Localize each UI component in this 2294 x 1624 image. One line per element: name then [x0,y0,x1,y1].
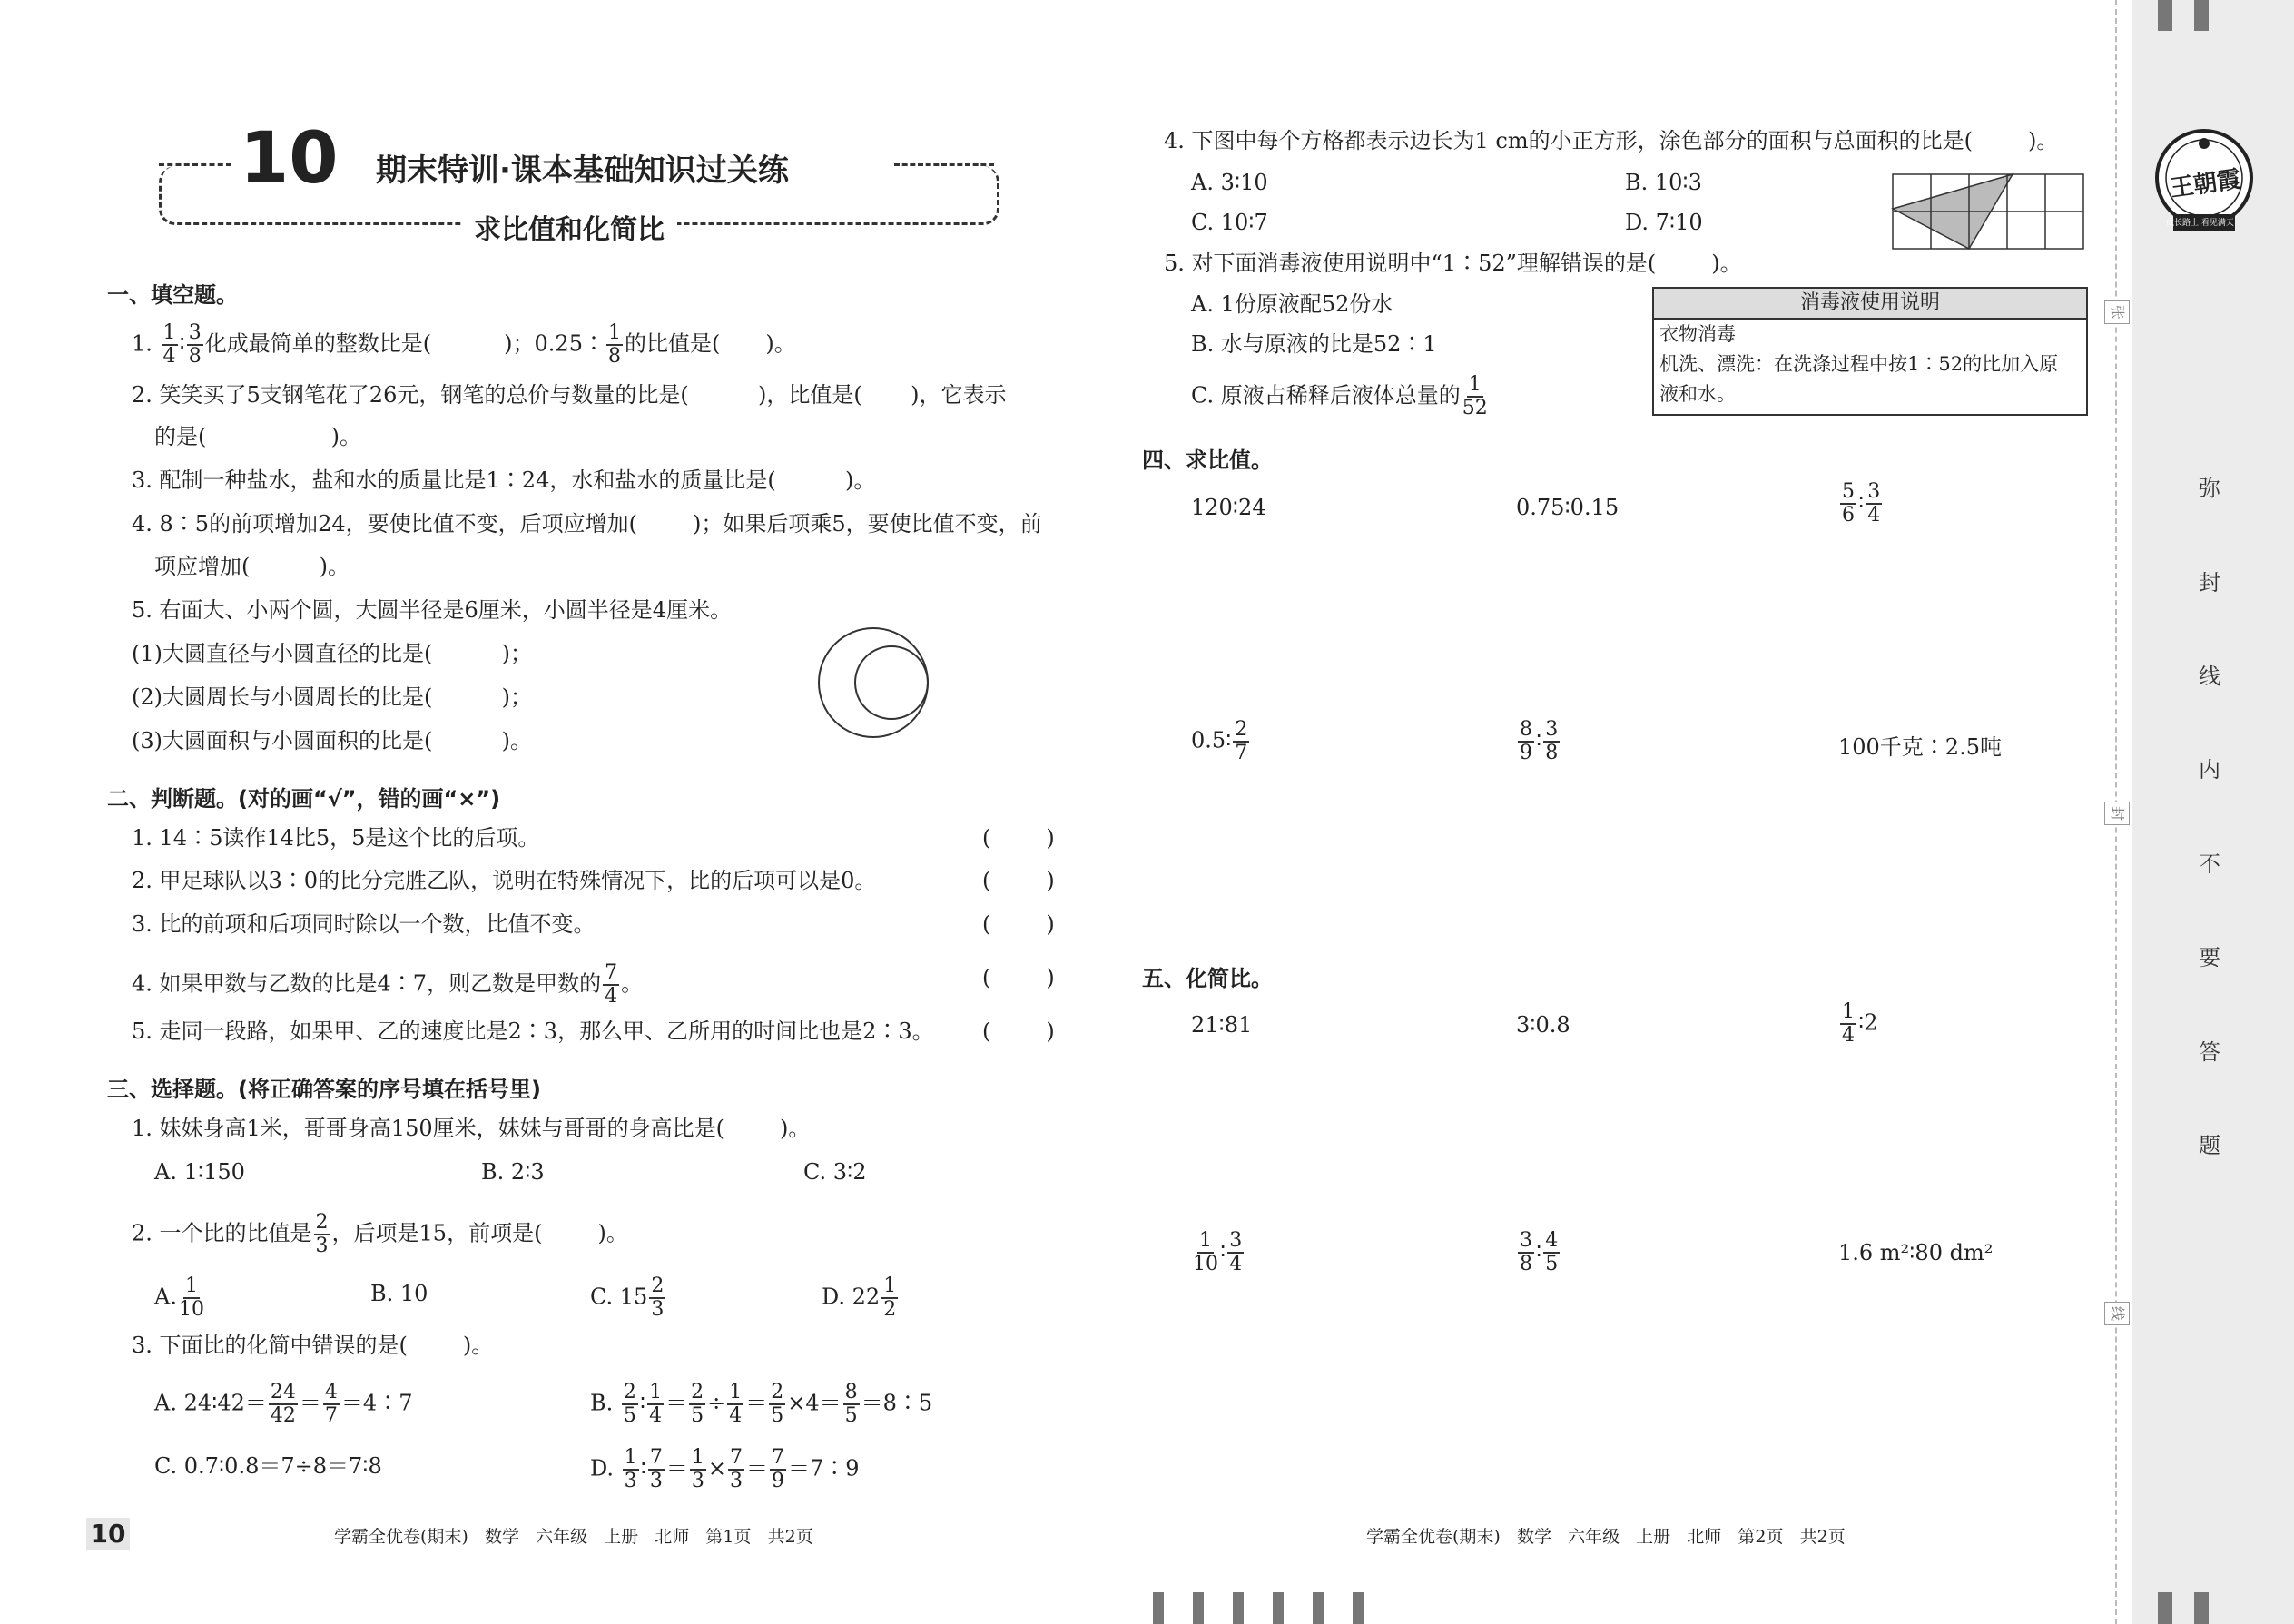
choice-q3-opt-d: D. $\frac{1}{3}$ ∶ $\frac{7}{3}$ ＝ $\frac{1}{3}$ × $\frac{7}{3}$ ＝ $\frac{7}{9}$ ＝7∶9 [590,1446,860,1492]
fill-q5-2: (2)大圆周长与小圆周长的比是( )； [132,684,533,710]
ratio-item-r1c3: $\frac{5}{6}$ ∶ $\frac{3}{4}$ [1842,480,1881,527]
page-subtitle: 求比值和化简比 [461,207,677,247]
page-title: 期末特训·课本基础知识过关练 [376,153,789,189]
choice-q2-opt-c: C. 15 $\frac{2}{3}$ [590,1275,665,1321]
choice-q3-opt-b: B. $\frac{2}{5}$ ∶ $\frac{1}{4}$ ＝ $\frac{2}{5}$ ÷ $\frac{1}{4}$ ＝ $\frac{2}{5}$ ×4＝ $\frac{8}{5}$ ＝8∶5 [590,1381,933,1427]
answer-paren-4[interactable]: ( ) [982,965,1055,990]
fraction: $\frac{1}{2}$ [883,1275,897,1321]
fraction: $\frac{2}{3}$ [651,1275,665,1321]
ratio-item-r2c1: 0.5∶ $\frac{2}{7}$ [1191,718,1248,764]
choice-q4-opt-c: C. 10∶7 [1191,210,1268,235]
fraction: $\frac{3}{8}$ [1520,1229,1532,1275]
fill-q2-line1: 2. 笑笑买了5支钢笔花了26元，钢笔的总价与数量的比是( )，比值是( )，它表示 [132,382,1007,408]
seal-text-7: 答 [2199,1039,2220,1065]
fraction: $\frac{1}{8}$ [607,321,621,368]
instructions-box [1652,287,2088,416]
brand-logo-text: 王朝霞 [2168,165,2243,203]
choice-q1-opt-a: A. 1∶150 [154,1159,245,1185]
fraction: $\frac{5}{6}$ [1842,480,1855,527]
fraction: $\frac{3}{8}$ [1545,718,1559,764]
choice-q2-opt-b: B. 10 [370,1281,428,1306]
fraction: $\frac{3}{8}$ [188,321,202,368]
fraction: $\frac{2}{7}$ [1235,718,1248,764]
bottom-right-stripe [2158,1592,2172,1624]
choice-q4-opt-d: D. 7∶10 [1625,210,1703,235]
binding-mark-2: 封 [2104,802,2130,825]
choice-q2-opt-a: A. $\frac{1}{10}$ [154,1275,204,1321]
answer-paren-1[interactable]: ( ) [982,825,1055,851]
section4-heading: 四、求比值。 [1142,448,1273,473]
bottom-stripe [1273,1592,1284,1624]
binding-margin [2132,0,2294,1624]
simplify-item-r2c1: $\frac{1}{10}$ ∶ $\frac{3}{4}$ [1193,1229,1243,1275]
fraction: $\frac{7}{9}$ [772,1446,785,1492]
choice-q3-opt-a: A. 24∶42＝ $\frac{24}{42}$ ＝ $\frac{4}{7}$ ＝4∶7 [154,1381,413,1427]
fill-q5-3: (3)大圆面积与小圆面积的比是( )。 [132,728,533,753]
bottom-stripe [1313,1592,1324,1624]
instructions-box-line2: 机洗、漂洗：在洗涤过程中按1∶52的比加入原 [1659,353,2059,375]
page-number-badge: 10 [86,1518,130,1550]
fraction: $\frac{1}{10}$ [1193,1229,1218,1275]
ratio-item-r1c2: 0.75∶0.15 [1516,495,1620,520]
simplify-item-r1c1: 21∶81 [1191,1012,1253,1038]
choice-q4-opt-a: A. 3∶10 [1191,170,1268,195]
fraction: $\frac{1}{10}$ [178,1275,204,1321]
judge-item-2: 2. 甲足球队以3∶0的比分完胜乙队，说明在特殊情况下，比的后项可以是0。 [132,868,877,893]
instructions-box-line1: 衣物消毒 [1659,323,1736,345]
fraction: $\frac{3}{4}$ [1229,1229,1243,1275]
choice-q4-opt-b: B. 10∶3 [1625,170,1702,195]
judge-item-5: 5. 走同一段路，如果甲、乙的速度比是2∶3，那么甲、乙所用的时间比也是2∶3。 [132,1019,934,1044]
fraction: $\frac{7}{3}$ [649,1446,663,1492]
choice-q3: 3. 下面比的化简中错误的是( )。 [132,1333,494,1358]
simplify-item-r1c3: $\frac{1}{4}$ ∶2 [1842,1000,1878,1047]
judge-item-3: 3. 比的前项和后项同时除以一个数，比值不变。 [132,911,596,937]
fraction: $\frac{1}{3}$ [624,1446,637,1492]
seal-text-3: 线 [2199,664,2220,689]
fraction: $\frac{2}{5}$ [771,1381,784,1427]
fraction: $\frac{2}{3}$ [315,1211,329,1257]
bottom-stripe [1193,1592,1204,1624]
answer-paren-5[interactable]: ( ) [982,1019,1055,1044]
bottom-stripe [1233,1592,1244,1624]
fraction: $\frac{3}{4}$ [1867,480,1881,527]
ratio-item-r2c2: $\frac{8}{9}$ ∶ $\frac{3}{8}$ [1520,718,1559,764]
simplify-item-r1c2: 3∶0.8 [1516,1012,1570,1038]
title-dashed-top-left [159,163,231,166]
simplify-item-r2c2: $\frac{3}{8}$ ∶ $\frac{4}{5}$ [1520,1229,1559,1275]
bottom-stripe [1153,1592,1164,1624]
choice-q2: 2. 一个比的比值是 $\frac{2}{3}$ ，后项是15，前项是( )。 [132,1211,628,1257]
answer-paren-3[interactable]: ( ) [982,911,1055,937]
seal-text-5: 不 [2199,851,2220,877]
fill-q4-line2: 项应增加( )。 [154,554,350,579]
bottom-stripe [1353,1592,1364,1624]
choice-q1-opt-b: B. 2∶3 [481,1159,545,1185]
fill-q5: 5. 右面大、小两个圆，大圆半径是6厘米，小圆半径是4厘米。 [132,597,733,623]
choice-q5-opt-b: B. 水与原液的比是52∶1 [1191,331,1437,357]
footer-left: 学霸全优卷(期末) 数学 六年级 上册 北师 第1页 共2页 [334,1527,813,1547]
section3-heading: 三、选择题。(将正确答案的序号填在括号里) [107,1077,541,1102]
fill-q4-line1: 4. 8∶5的前项增加24，要使比值不变，后项应增加( )；如果后项乘5，要使比值不变，前 [132,511,1042,536]
ratio-item-r2c3: 100千克∶2.5吨 [1838,734,2002,760]
fraction: $\frac{1}{4}$ [1842,1000,1855,1047]
ratio-item-r1c1: 120∶24 [1191,495,1266,520]
choice-q4: 4. 下图中每个方格都表示边长为1 cm的小正方形，涂色部分的面积与总面积的比是( )。 [1164,128,2059,153]
fraction: $\frac{7}{3}$ [730,1446,743,1492]
fraction: $\frac{8}{5}$ [844,1381,858,1427]
choice-q1: 1. 妹妹身高1米，哥哥身高150厘米，妹妹与哥哥的身高比是( )。 [132,1116,811,1141]
seal-text-2: 封 [2199,570,2220,595]
instructions-box-line3: 液和水。 [1659,383,1736,405]
fraction: $\frac{4}{5}$ [1545,1229,1559,1275]
section5-heading: 五、化简比。 [1142,966,1273,991]
fraction: $\frac{2}{5}$ [623,1381,636,1427]
grid-figure [1891,172,2085,251]
big-circle [819,628,928,737]
choice-q2-opt-d: D. 22 $\frac{1}{2}$ [822,1275,897,1321]
fraction: $\frac{1}{3}$ [691,1446,704,1492]
footer-right: 学霸全优卷(期末) 数学 六年级 上册 北师 第2页 共2页 [1366,1527,1846,1547]
fraction: $\frac{4}{7}$ [324,1381,338,1427]
seal-text-4: 内 [2199,757,2220,782]
brand-logo-caption: 成长路上·看见满天 [2166,219,2234,228]
choice-q5: 5. 对下面消毒液使用说明中“1∶52”理解错误的是( )。 [1164,251,1742,276]
choice-q3-opt-c: C. 0.7∶0.8＝7÷8＝7∶8 [154,1453,382,1479]
binding-mark-1: 张 [2104,300,2130,324]
bottom-right-stripe [2194,1592,2209,1624]
top-stripe [2158,0,2172,31]
fill-q5-1: (1)大圆直径与小圆直径的比是( )； [132,641,533,666]
section2-heading: 二、判断题。(对的画“√”，错的画“×”) [107,786,501,812]
seal-text-1: 弥 [2199,476,2220,501]
choice-q5-opt-a: A. 1份原液配52份水 [1191,291,1393,317]
section1-heading: 一、填空题。 [107,282,238,308]
judge-item-4: 4. 如果甲数与乙数的比是4∶7，则乙数是甲数的 $\frac{7}{4}$ 。 [132,961,644,1008]
title-dashed-top-right [894,163,994,166]
seal-text-6: 要 [2199,945,2220,970]
fill-q1: 1. $\frac{1}{4}$ ∶ $\frac{3}{8}$ 化成最简单的整数比是( )；0.25∶ $\frac{1}{8}$ 的比值是( )。 [132,321,796,368]
top-stripe [2194,0,2209,31]
fraction: $\frac{24}{42}$ [270,1381,296,1427]
seal-text-8: 题 [2199,1133,2220,1158]
binding-mark-3: 线 [2104,1302,2130,1325]
fraction: $\frac{8}{9}$ [1520,718,1532,764]
judge-item-1: 1. 14∶5读作14比5，5是这个比的后项。 [132,825,540,851]
fraction: $\frac{1}{52}$ [1462,373,1488,419]
fraction: $\frac{1}{4}$ [649,1381,663,1427]
fraction: $\frac{1}{4}$ [729,1381,743,1427]
fraction: $\frac{1}{4}$ [162,321,176,368]
choice-q1-opt-c: C. 3∶2 [803,1159,867,1185]
fill-q2-line2: 的是( )。 [154,424,362,449]
fraction: $\frac{2}{5}$ [691,1381,704,1427]
unit-number: 10 [240,118,339,200]
small-circle [855,646,928,719]
instructions-box-title: 消毒液使用说明 [1654,289,2086,320]
fraction: $\frac{7}{4}$ [605,961,618,1008]
circles-figure [812,622,935,744]
fill-q3: 3. 配制一种盐水，盐和水的质量比是1∶24，水和盐水的质量比是( )。 [132,468,876,493]
choice-q5-opt-c: C. 原液占稀释后液体总量的 $\frac{1}{52}$ [1191,373,1488,419]
simplify-item-r2c3: 1.6 m²∶80 dm² [1838,1240,1994,1265]
answer-paren-2[interactable]: ( ) [982,868,1055,893]
